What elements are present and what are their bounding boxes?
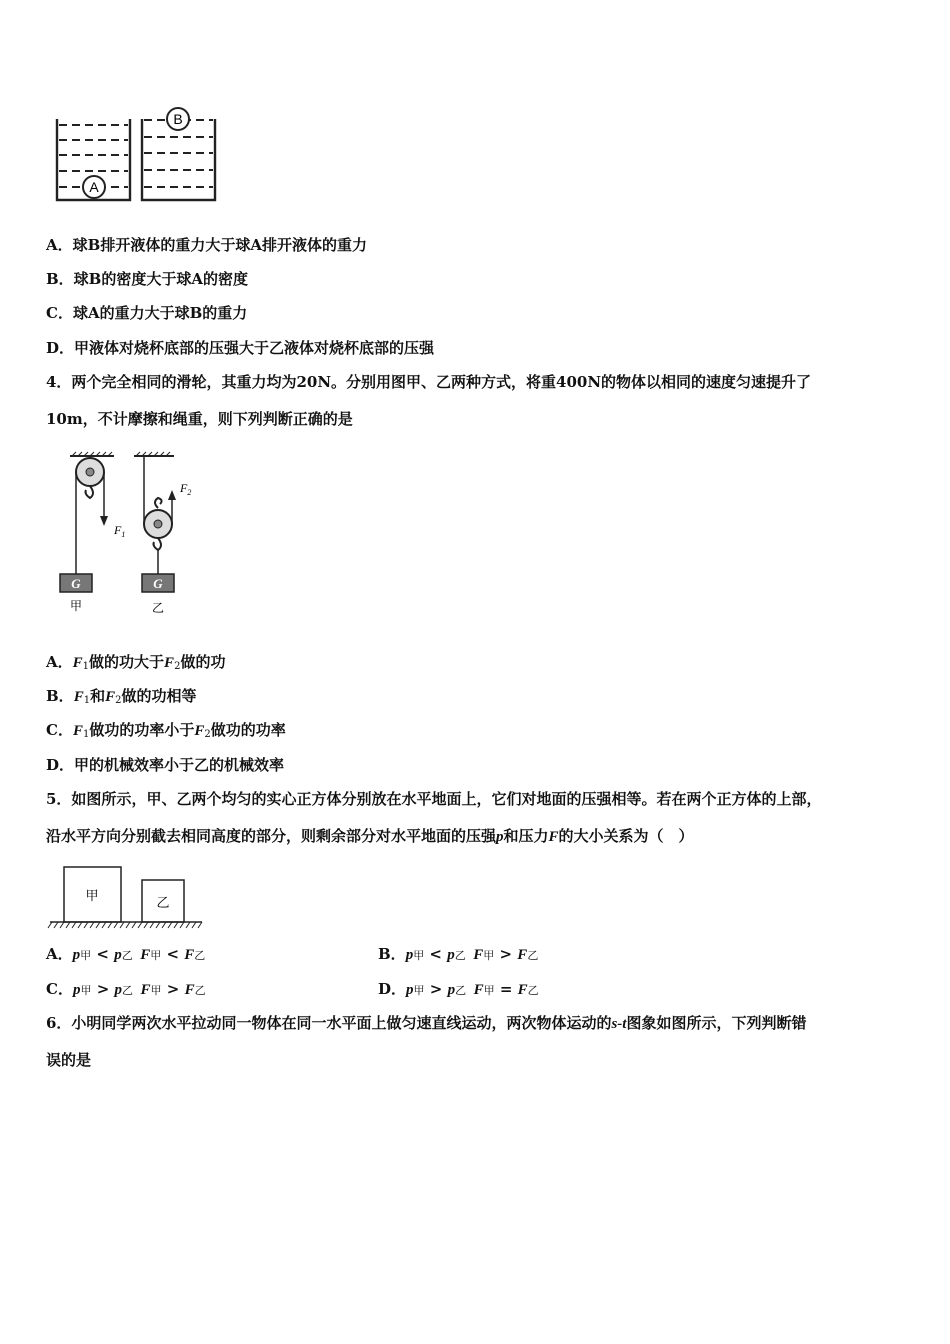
ball-a bbox=[83, 176, 105, 198]
q5-option-a: A．p甲 < p乙 F甲 < F乙 bbox=[46, 945, 206, 963]
cube-yi-label: 乙 bbox=[156, 896, 170, 911]
right-weight-label: G bbox=[153, 576, 163, 591]
cube-jia-label: 甲 bbox=[85, 889, 99, 904]
q3-option-b: B．球B的密度大于球A的密度 bbox=[46, 270, 248, 288]
cubes-figure bbox=[46, 864, 206, 930]
pulley-figure bbox=[52, 450, 212, 620]
right-label-yi: 乙 bbox=[151, 601, 165, 615]
q5-option-b: B．p甲 < p乙 F甲 > F乙 bbox=[378, 945, 539, 963]
q4-stem-line1: 4．两个完全相同的滑轮，其重力均为20N。分别用图甲、乙两种方式，将重400N的物体以相同的速度匀速提升了 bbox=[46, 373, 812, 391]
left-label-jia: 甲 bbox=[69, 599, 83, 613]
ball-b bbox=[167, 108, 189, 130]
q6-stem-line2: 误的是 bbox=[46, 1051, 92, 1069]
q5-stem-line1: 5．如图所示，甲、乙两个均匀的实心正方体分别放在水平地面上，它们对地面的压强相等。若在两个正方体的上部， bbox=[46, 790, 822, 808]
q5-option-c: C．p甲 > p乙 F甲 > F乙 bbox=[46, 980, 206, 998]
q6-stem-line1: 6．小明同学两次水平拉动同一物体在同一水平面上做匀速直线运动，两次物体运动的s-t图象如图所示，下列判断错 bbox=[46, 1014, 807, 1032]
f1-arrow-label: $F_1$ bbox=[114, 523, 126, 539]
q3-option-c: C．球A的重力大于球B的重力 bbox=[46, 304, 248, 322]
q5-stem-line2: 沿水平方向分别截去相同高度的部分，则剩余部分对水平地面的压强p和压力F的大小关系为（ ） bbox=[46, 827, 694, 845]
q4-stem-line2: 10m，不计摩擦和绳重，则下列判断正确的是 bbox=[46, 410, 353, 428]
beakers-figure bbox=[50, 105, 225, 207]
q4-option-b: B．$F_1$和$F_2$做的功相等 bbox=[46, 687, 197, 706]
q4-option-a: A．$F_1$做的功大于$F_2$做的功 bbox=[46, 653, 226, 672]
q4-option-d: D．甲的机械效率小于乙的机械效率 bbox=[46, 756, 285, 774]
q4-option-c: C．$F_1$做功的功率小于$F_2$做功的功率 bbox=[46, 721, 286, 740]
f2-arrow-label: $F_2$ bbox=[180, 481, 192, 497]
q3-option-d: D．甲液体对烧杯底部的压强大于乙液体对烧杯底部的压强 bbox=[46, 339, 435, 357]
ball-a-label: A bbox=[89, 179, 99, 195]
q5-option-d: D．p甲 > p乙 F甲 = F乙 bbox=[378, 980, 539, 998]
q3-option-a: A．球B排开液体的重力大于球A排开液体的重力 bbox=[46, 236, 367, 254]
left-weight-label: G bbox=[71, 576, 81, 591]
ball-b-label: B bbox=[173, 111, 183, 127]
